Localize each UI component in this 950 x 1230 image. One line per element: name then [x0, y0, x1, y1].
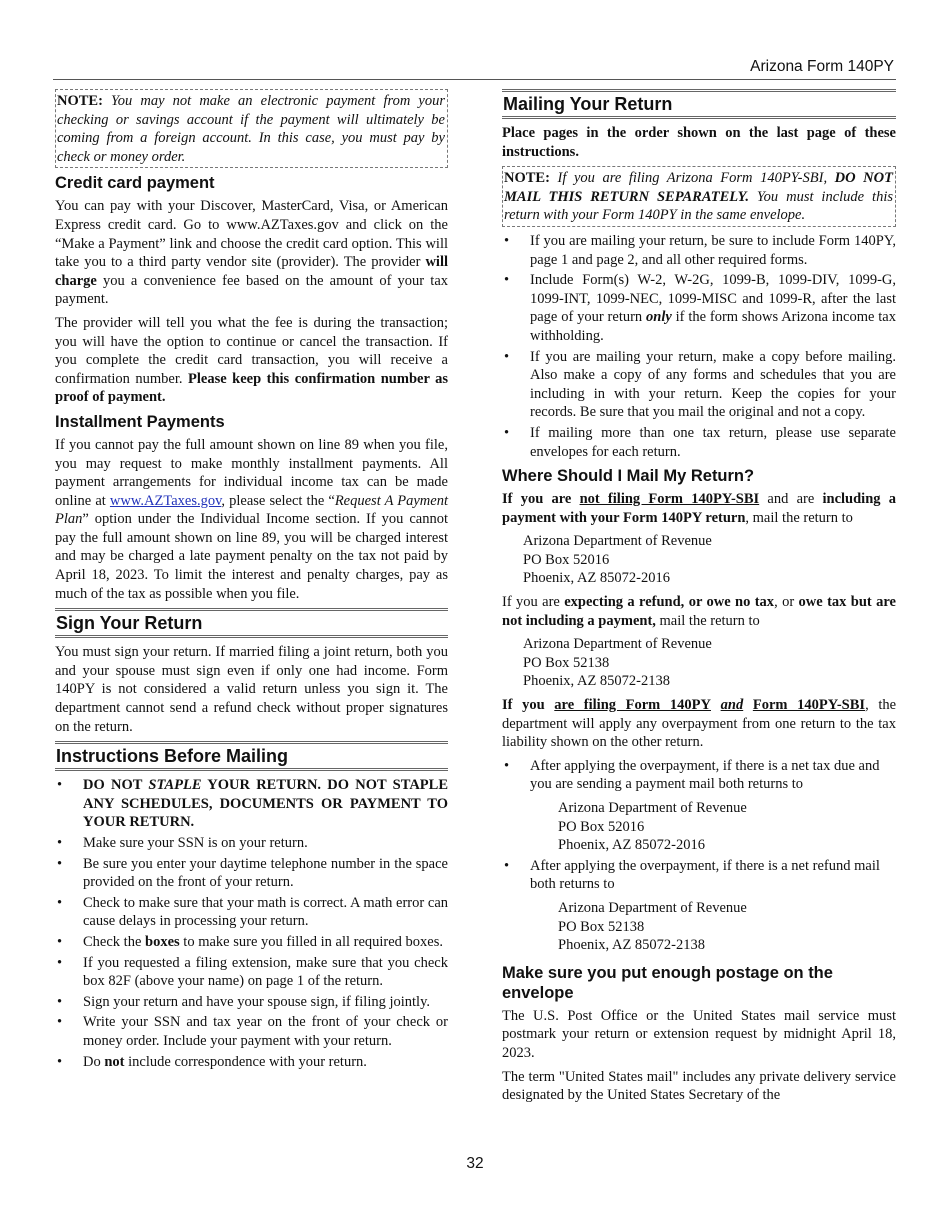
where-paragraph-3: If you are filing Form 140PY and Form 140PY-SBI, the department will apply any overpayment from one return to the tax liability shown on the other return.	[502, 697, 897, 751]
page-order-text: Place pages in the order shown on the last page of these instructions.	[502, 125, 896, 160]
before-mailing-heading: Instructions Before Mailing	[55, 741, 448, 771]
credit-card-heading: Credit card payment	[55, 174, 215, 193]
list-item: • Include Form(s) W-2, W-2G, 1099-B, 1099-DIV, 1099-G, 1099-INT, 1099-NEC, 1099-MISC and 1099-R, after the last page of your return only if the form shows Arizona income tax withholding.	[504, 272, 896, 344]
form-title: Arizona Form 140PY	[750, 58, 894, 75]
postage-paragraph-1: The U.S. Post Office or the United States mail service must postmark your return or extension request by midnight April 18, 2023.	[502, 1007, 896, 1061]
foreign-account-note: NOTE: You may not make an electronic payment from your checking or savings account if the payment will ultimately be coming from a foreign account. In this case, you must pay by check or money order.	[55, 89, 448, 168]
mailing-return-heading: Mailing Your Return	[502, 89, 896, 119]
credit-card-paragraph-1: You can pay with your Discover, MasterCard, Visa, or American Express credit card. Go to www.AZTaxes.gov and click on the “Make a Payment” link and choose the credit card option. This will take you to a third party vendor site (provider). The provider will charge you a convenience fee based on the amount of your tax payment.	[55, 198, 448, 308]
page-number: 32	[466, 1155, 484, 1172]
list-item: • If mailing more than one tax return, please use separate envelopes for each return.	[504, 424, 896, 460]
overpayment-list	[502, 757, 896, 794]
address-block-refund: Arizona Department of Revenue PO Box 52138 Phoenix, AZ 85072-2138	[523, 636, 712, 690]
where-paragraph-1: If you are not filing Form 140PY-SBI and are including a payment with your Form 140PY return, mail the return to	[502, 491, 897, 526]
list-item: • Check the boxes to make sure you filled in all required boxes.	[57, 933, 444, 950]
list-item: • After applying the overpayment, if there is a net tax due and you are sending a payment mail both returns to	[504, 757, 880, 793]
sign-return-paragraph: You must sign your return. If married filing a joint return, both you and your spouse must sign even if only one had income. Form 140PY is not considered a valid return unless you sign it. The department cannot send a refund check without proper signatures on the return.	[55, 644, 448, 735]
postage-heading: Make sure you put enough postage on the envelope	[502, 963, 833, 1002]
list-item: • If you requested a filing extension, make sure that you check box 82F (above your name) on page 1 of the return.	[57, 954, 448, 990]
list-item: • If you are mailing your return, be sure to include Form 140PY, page 1 and page 2, and all other required forms.	[504, 232, 896, 268]
address-block-net-tax: Arizona Department of Revenue PO Box 52016 Phoenix, AZ 85072-2016	[558, 800, 747, 854]
sbi-note: NOTE: If you are filing Arizona Form 140PY-SBI, DO NOT MAIL THIS RETURN SEPARATELY. You must include this return with your Form 140PY in the same envelope.	[502, 166, 896, 227]
list-item: • Make sure your SSN is on your return.	[57, 835, 308, 851]
list-item: • After applying the overpayment, if there is a net refund mail both returns to	[504, 857, 880, 893]
sign-return-heading: Sign Your Return	[55, 608, 448, 638]
list-item: • Write your SSN and tax year on the front of your check or money order. Include your payment with your return.	[57, 1014, 448, 1049]
list-item: • If you are mailing your return, make a copy before mailing. Also make a copy of any forms and schedules that you are including in with your return. Keep the copies for your records. Be sure that you mail the original and not a copy.	[504, 348, 896, 421]
address-block-payment: Arizona Department of Revenue PO Box 52016 Phoenix, AZ 85072-2016	[523, 533, 712, 587]
where-mail-heading: Where Should I Mail My Return?	[502, 467, 755, 486]
credit-card-paragraph-2: The provider will tell you what the fee is during the transaction; you will have the option to continue or cancel the transaction. If you complete the credit card transaction, you will receive a confirmation number. Please keep this confirmation number as proof of payment.	[55, 314, 448, 406]
before-mailing-list	[55, 776, 448, 1071]
mailing-list	[502, 232, 896, 461]
left-column	[55, 89, 448, 1076]
installment-paragraph: If you cannot pay the full amount shown on line 89 when you file, you may request to make monthly installment payments. All payment arrangements for individual income tax can be made online at www.AZTaxes.gov, please select the “Request A Payment Plan” option under the Individual Income section. If you cannot pay the full amount shown on line 89, you will be charged interest and may be charged a late payment penalty on the tax not paid by April 18, 2023. To limit the interest and penalty charges, pay as much of the tax as possible when you file.	[55, 436, 448, 602]
where-paragraph-2: If you are expecting a refund, or owe no tax, or owe tax but are not including a payment, mail the return to	[502, 594, 896, 629]
postage-paragraph-2: The term "United States mail" includes any private delivery service designated by the United States Secretary of the	[502, 1068, 896, 1104]
right-column	[502, 89, 896, 1110]
overpayment-list-2	[502, 857, 896, 894]
header-rule	[53, 79, 896, 80]
list-item: • Be sure you enter your daytime telephone number in the space provided on the front of your return.	[57, 855, 448, 891]
aztaxes-link[interactable]: www.AZTaxes.gov	[109, 492, 222, 509]
list-item: • Do not include correspondence with your return.	[57, 1053, 367, 1070]
list-item: • Check to make sure that your math is correct. A math error can cause delays in processing your return.	[57, 894, 448, 930]
installment-heading: Installment Payments	[55, 412, 225, 431]
list-item: • Sign your return and have your spouse sign, if filing jointly.	[57, 993, 431, 1010]
list-item: • DO NOT STAPLE YOUR RETURN. DO NOT STAPLE ANY SCHEDULES, DOCUMENTS OR PAYMENT TO YOUR RETURN.	[57, 777, 448, 831]
address-block-net-refund: Arizona Department of Revenue PO Box 52138 Phoenix, AZ 85072-2138	[558, 899, 747, 954]
